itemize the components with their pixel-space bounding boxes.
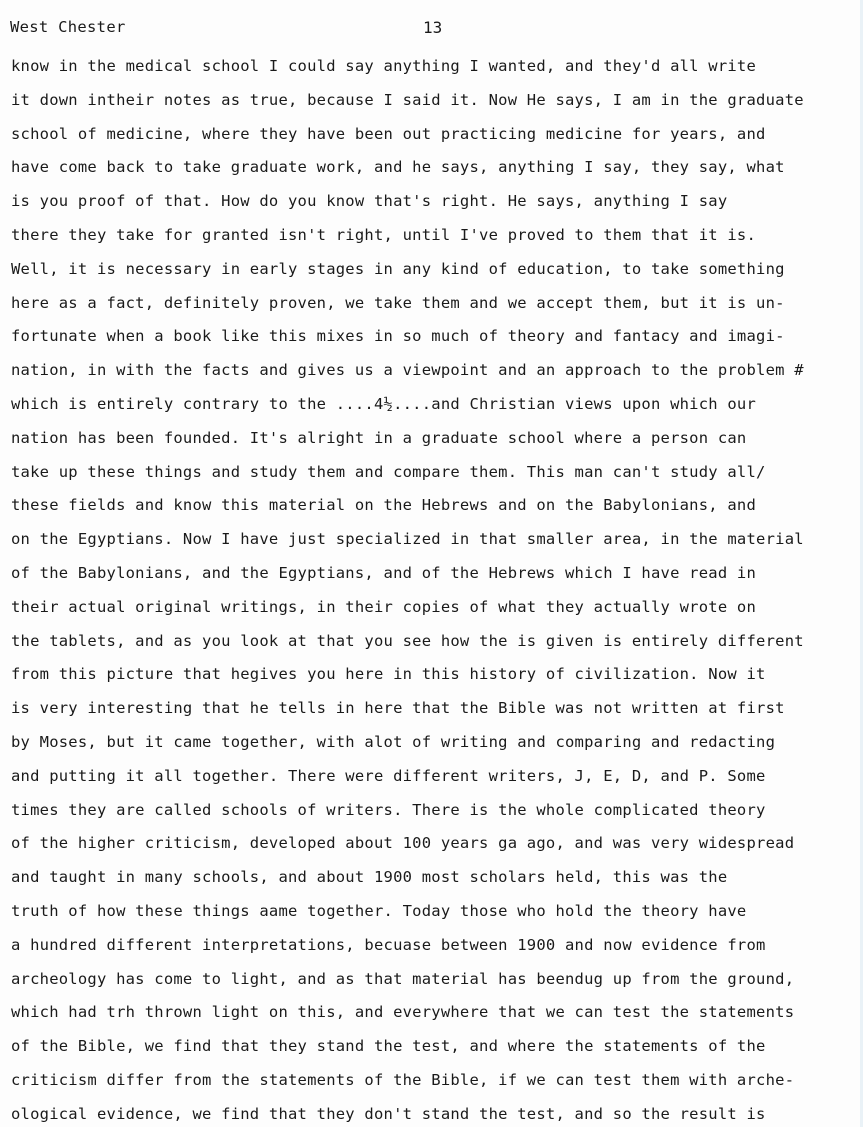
text-line: of the Babylonians, and the Egyptians, and of the Hebrews which I have read in (11, 563, 757, 582)
text-line: of the higher criticism, developed about 100 years ga ago, and was very widespread (11, 834, 795, 853)
text-line: a hundred different interpretations, becuase between 1900 and now evidence from (11, 935, 766, 954)
text-line: take up these things and study them and compare them. This man can't study all/ (11, 462, 766, 481)
text-line: these fields and know this material on the Hebrews and on the Babylonians, and (11, 496, 757, 515)
text-line: which had trh thrown light on this, and everywhere that we can test the statements (11, 1003, 795, 1022)
text-line: school of medicine, where they have been out practicing medicine for years, and (11, 124, 766, 143)
text-line: criticism differ from the statements of the Bible, if we can test them with arche- (11, 1070, 795, 1089)
page-header (10, 18, 850, 44)
text-line: and taught in many schools, and about 1900 most scholars held, this was the (11, 868, 728, 887)
body-text (11, 50, 856, 1132)
text-line: on the Egyptians. Now I have just specialized in that smaller area, in the material (11, 530, 804, 549)
text-line: is you proof of that. How do you know that's right. He says, anything I say (11, 192, 728, 211)
header-location: West Chester (10, 18, 126, 36)
text-line: ological evidence, we find that they don't stand the test, and so the result is (11, 1104, 766, 1123)
text-line: truth of how these things aame together. Today those who hold the theory have (11, 901, 747, 920)
text-line: of the Bible, we find that they stand the test, and where the statements of the (11, 1037, 766, 1056)
text-line: which is entirely contrary to the ....4½....and Christian views upon which our (11, 394, 757, 413)
text-line: Well, it is necessary in early stages in any kind of education, to take something (11, 259, 785, 278)
text-line: here as a fact, definitely proven, we take them and we accept them, but it is un- (11, 293, 785, 312)
text-line: and putting it all together. There were different writers, J, E, D, and P. Some (11, 766, 766, 785)
text-line: archeology has come to light, and as that material has beendug up from the ground, (11, 969, 795, 988)
text-line: is very interesting that he tells in here that the Bible was not written at first (11, 699, 785, 718)
text-line: the tablets, and as you look at that you see how the is given is entirely different (11, 631, 804, 650)
text-line: nation has been founded. It's alright in a graduate school where a person can (11, 428, 747, 447)
text-line: times they are called schools of writers. There is the whole complicated theory (11, 800, 766, 819)
page-number: 13 (423, 18, 443, 37)
text-line: know in the medical school I could say anything I wanted, and they'd all write (11, 57, 757, 75)
text-line: from this picture that hegives you here in this history of civilization. Now it (11, 665, 766, 684)
text-line: by Moses, but it came together, with alot of writing and comparing and redacting (11, 732, 776, 751)
text-line: have come back to take graduate work, and he says, anything I say, they say, what (11, 158, 785, 177)
text-line: fortunate when a book like this mixes in so much of theory and fantacy and imagi- (11, 327, 785, 346)
text-line: it down intheir notes as true, because I said it. Now He says, I am in the graduate (11, 90, 804, 109)
text-line: nation, in with the facts and gives us a viewpoint and an approach to the problem # (11, 361, 804, 380)
text-line: their actual original writings, in their copies of what they actually wrote on (11, 597, 757, 616)
text-line: there they take for granted isn't right, until I've proved to them that it is. (11, 225, 757, 244)
